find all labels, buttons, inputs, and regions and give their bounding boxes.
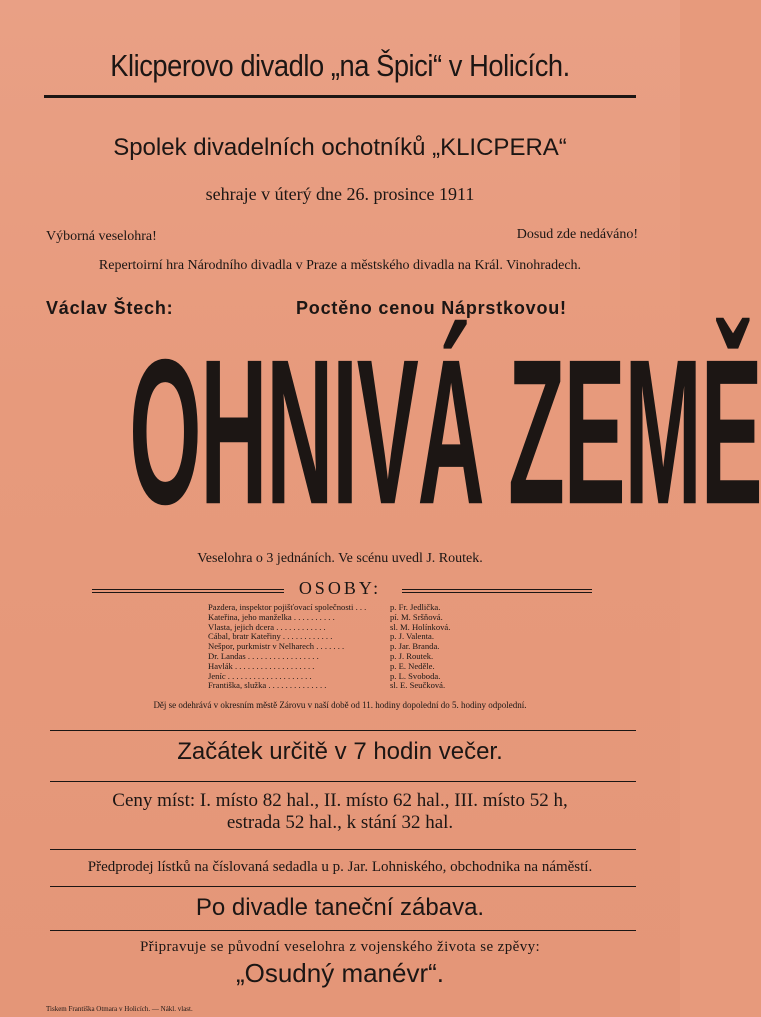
play-subtitle: Veselohra o 3 jednáních. Ve scénu uvedl J. Routek.	[197, 551, 483, 566]
cast-actor: p. J. Routek.	[390, 650, 434, 661]
setting-line: Děj se odehrává v okresním městě Zárovu v naší době od 11. hodiny dopolední do 5. hodiny odpolední.	[153, 700, 527, 710]
performance-date: sehraje v úterý dne 26. prosince 1911	[205, 184, 475, 204]
cast-role: Jeníc . . . . . . . . . . . . . . . . . . . .	[208, 670, 312, 681]
divider	[50, 930, 636, 931]
presale-info: Předprodej lístků na číslovaná sedadla u p. Jar. Lohniského, obchodnika na náměstí.	[87, 859, 593, 875]
ticket-prices	[0, 790, 680, 834]
society-name: Spolek divadelních ochotníků „KLICPERA“	[113, 134, 567, 161]
cast-role: Pazdera, inspektor pojišťovací společnosti . . .	[208, 602, 367, 612]
cast-role: Havlák . . . . . . . . . . . . . . . . . . .	[208, 660, 315, 671]
cast-actor: p. Fr. Jedlička.	[390, 602, 441, 612]
play-title: OHNIVÁ ZEMĚ	[129, 315, 761, 548]
comedy-note: Výborná veselohra!	[46, 229, 157, 244]
cast-actor: p. Jar. Branda.	[390, 641, 440, 652]
start-time: Začátek určitě v 7 hodin večer.	[177, 738, 503, 765]
award-line: Poctěno cenou Náprstkovou!	[296, 298, 567, 318]
prices-line-2: estrada 52 hal., k stání 32 hal.	[226, 812, 454, 833]
printer-credit: Tiskem Františka Otmara v Holicích. — Nákl. vlast.	[46, 1005, 193, 1013]
cast-role: Nešpor, purkmistr v Nelharech . . . . . . .	[208, 641, 345, 652]
divider	[50, 781, 636, 782]
repertoire-line: Repertoirní hra Národního divadla v Praze a městského divadla na Král. Vinohradech.	[98, 258, 582, 273]
header-rule	[44, 95, 636, 98]
divider	[50, 886, 636, 887]
cast-actor: p. E. Neděle.	[390, 660, 435, 671]
cast-list	[208, 603, 498, 691]
divider	[50, 849, 636, 850]
cast-role: Cábal, bratr Kateřiny . . . . . . . . . . . .	[208, 631, 333, 642]
cast-actor: sl. M. Holínková.	[390, 621, 451, 632]
divider	[50, 730, 636, 731]
upcoming-note: Připravuje se původní veselohra z vojenského života se zpěvy:	[139, 939, 541, 955]
cast-actor: p. J. Valenta.	[390, 631, 434, 642]
upcoming-play: „Osudný manévr“.	[235, 958, 445, 988]
dance-announcement: Po divadle taneční zábava.	[195, 894, 485, 921]
cast-role: Dr. Landas . . . . . . . . . . . . . . . . .	[208, 650, 319, 661]
author-name: Václav Štech:	[46, 298, 174, 318]
cast-heading: OSOBY:	[298, 578, 382, 598]
premiere-note: Dosud zde nedáváno!	[516, 227, 638, 242]
cast-actor: p. L. Svoboda.	[390, 670, 441, 681]
theatre-name: Klicperovo divadlo „na Špici“ v Holicích.	[110, 48, 570, 83]
cast-actor: pí. M. Sršňová.	[390, 611, 443, 622]
cast-actor: sl. E. Seučková.	[390, 680, 446, 691]
cast-role: Františka, služka . . . . . . . . . . . . . .	[208, 680, 327, 691]
cast-rule-right	[402, 589, 592, 593]
cast-role: Kateřina, jeho manželka . . . . . . . . . .	[208, 611, 335, 622]
prices-line-1: Ceny míst: I. místo 82 hal., II. místo 62 hal., III. místo 52 h,	[112, 790, 568, 811]
cast-role: Vlasta, jejich dcera . . . . . . . . . . . .	[208, 621, 326, 632]
cast-row	[208, 681, 498, 691]
